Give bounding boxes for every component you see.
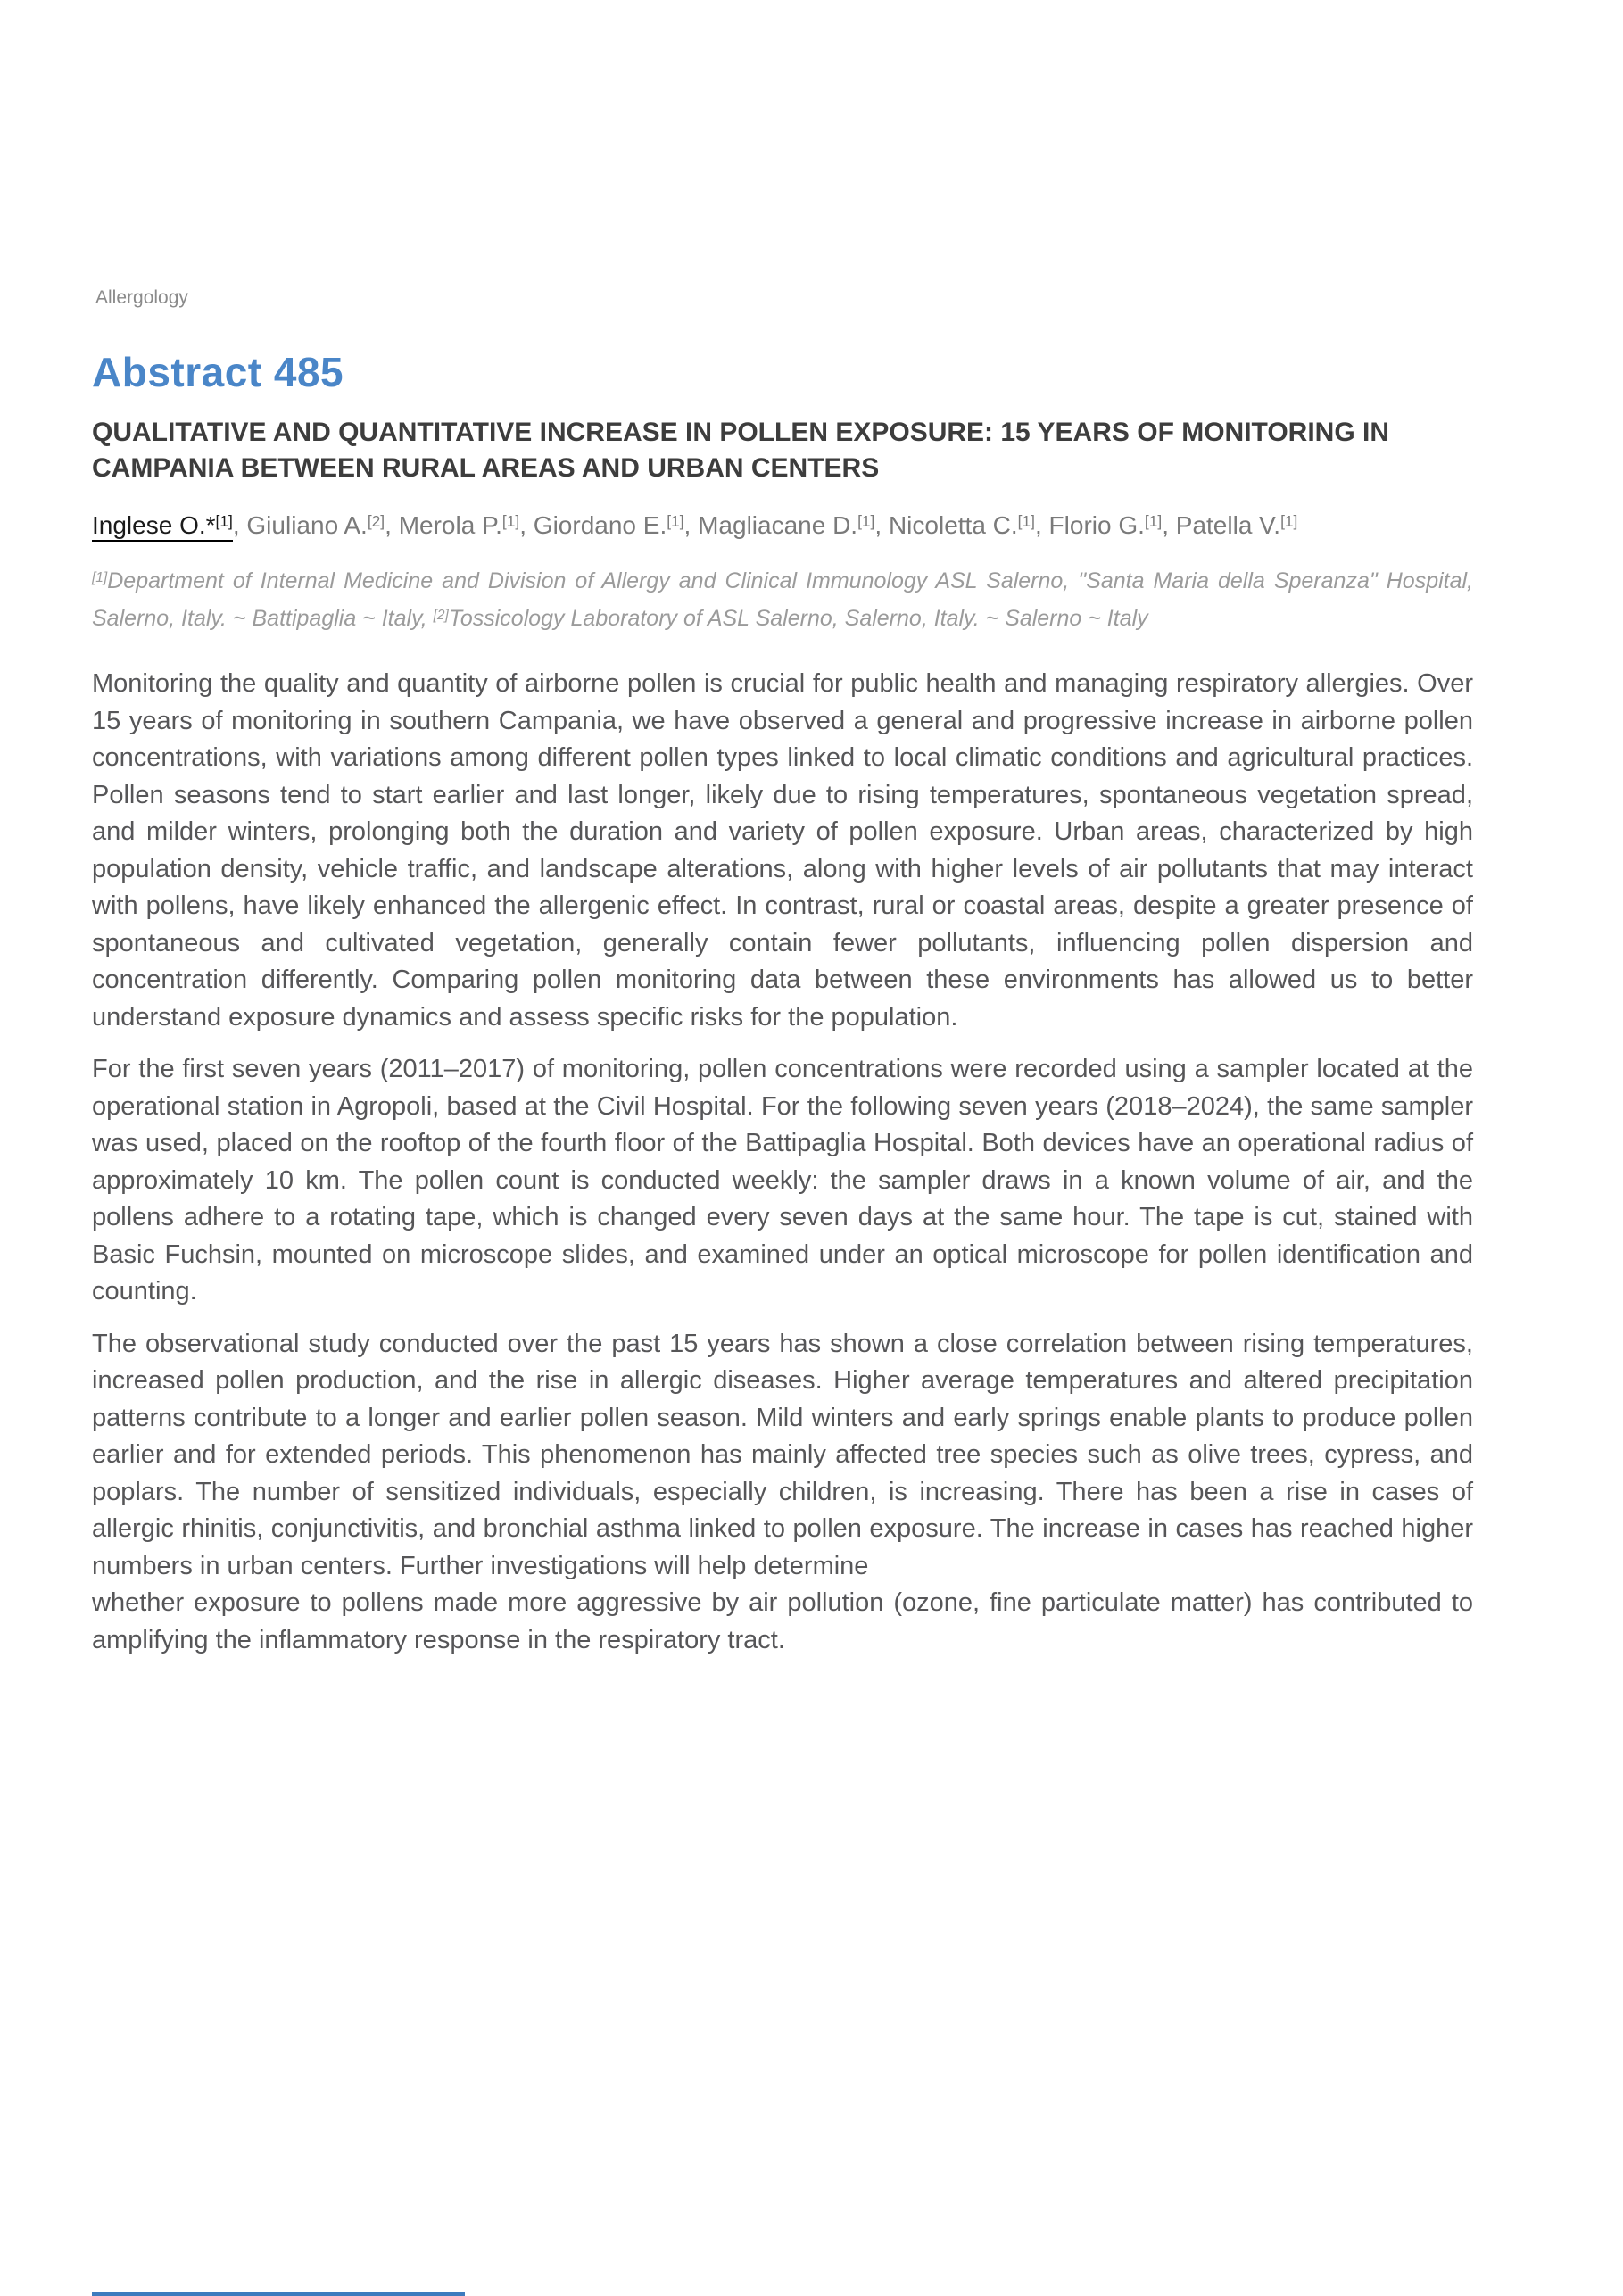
paragraph-2: For the first seven years (2011–2017) of monitoring, pollen concentrations were recorded using a sampler located at the operational station in Agropoli, based at the Civil Hospital. For the following seven years (2018–2024), the same sampler was used, placed on the rooftop of the fourth floor of the Battipaglia Hospital. Both devices have an operational radius of approximately 10 km. The pollen count is conducted weekly: the sampler draws in a known volume of air, and the pollens adhere to a rotating tape, which is changed every seven days at the same hour. The tape is cut, stained with Basic Fuchsin, mounted on microscope slides, and examined under an optical microscope for pollen identification and counting. [92, 1055, 1473, 1305]
abstract-number-title: Abstract 485 [92, 349, 344, 395]
abstract-heading: QUALITATIVE AND QUANTITATIVE INCREASE IN POLLEN EXPOSURE: 15 YEARS OF MONITORING IN CAMPANIA BETWEEN RURAL AREAS AND URBAN CENTERS [92, 418, 1390, 483]
authors-line [92, 510, 1473, 544]
author-affiliation-ref: [1] [1144, 512, 1163, 531]
author-name: Giuliano A.[2] [246, 511, 385, 539]
category-label: Allergology [95, 287, 188, 308]
author-affiliation-ref: [1] [1280, 512, 1298, 531]
author-affiliation-ref: [2] [367, 512, 385, 531]
author-affiliation-ref: [1] [215, 512, 233, 531]
abstract-body [92, 666, 1473, 1659]
author-name: Giordano E.[1] [533, 511, 684, 539]
affiliation-ref: [2] [433, 608, 449, 624]
author-separator: , [519, 511, 534, 539]
paragraph-1: Monitoring the quality and quantity of airborne pollen is crucial for public health and managing respiratory allergies. Over 15 years of monitoring in southern Campania, we have observed a general and progressive increase in airborne pollen concentrations, with variations among different pollen types linked to local climatic conditions and agricultural practices. Pollen seasons tend to start earlier and last longer, likely due to rising temperatures, spontaneous vegetation spread, and milder winters, prolonging both the duration and variety of pollen exposure. Urban areas, characterized by high population density, vehicle traffic, and landscape alterations, along with higher levels of air pollutants that may interact with pollens, have likely enhanced the allergenic effect. In contrast, rural or coastal areas, despite a greater presence of spontaneous and cultivated vegetation, generally contain fewer pollutants, influencing pollen dispersion and concentration differently. Comparing pollen monitoring data between these environments has allowed us to better understand exposure dynamics and assess specific risks for the population. [92, 669, 1473, 1032]
affiliation-text: Department of Internal Medicine and Division of Allergy and Clinical Immunology ASL Salerno, "Santa Maria della Speranza" Hospital, Salerno, Italy. ~ Battipaglia ~ Italy, [92, 568, 1473, 631]
affiliation-ref: [1] [92, 570, 108, 586]
affiliation-text: Tossicology Laboratory of ASL Salerno, Salerno, Italy. ~ Salerno ~ Italy [448, 606, 1148, 631]
author-name: Florio G.[1] [1048, 511, 1163, 539]
author-affiliation-ref: [1] [501, 512, 520, 531]
author-separator: , [1162, 511, 1176, 539]
author-name: Merola P.[1] [398, 511, 520, 539]
paragraph-3-part-2: whether exposure to pollens made more aggressive by air pollution (ozone, fine particulate matter) has contributed to amplifying the inflammatory response in the respiratory tract. [92, 1588, 1473, 1654]
author-affiliation-ref: [1] [857, 512, 875, 531]
author-name: Inglese O.*[1] [92, 511, 233, 542]
paragraph-3-part-1: The observational study conducted over the past 15 years has shown a close correlation between rising temperatures, increased pollen production, and the rise in allergic diseases. Higher average temperatures and altered precipitation patterns contribute to a longer and earlier pollen season. Mild winters and early springs enable plants to produce pollen earlier and for extended periods. This phenomenon has mainly affected tree species such as olive trees, cypress, and poplars. The number of sensitized individuals, especially children, is increasing. There has been a rise in cases of allergic rhinitis, conjunctivitis, and bronchial asthma linked to pollen exposure. The increase in cases has reached higher numbers in urban centers. Further investigations will help determine [92, 1329, 1473, 1580]
author-separator: , [232, 511, 247, 539]
author-name: Patella V.[1] [1175, 511, 1298, 539]
affiliations-line [92, 564, 1473, 639]
author-separator: , [1034, 511, 1049, 539]
footer-accent-bar [92, 2292, 465, 2296]
author-affiliation-ref: [1] [1017, 512, 1035, 531]
author-affiliation-ref: [1] [667, 512, 684, 531]
author-separator: , [385, 511, 399, 539]
author-separator: , [683, 511, 699, 539]
author-name: Nicoletta C.[1] [888, 511, 1035, 539]
author-name: Magliacane D.[1] [698, 511, 875, 539]
author-separator: , [874, 511, 889, 539]
paragraph-3 [92, 1326, 1473, 1660]
